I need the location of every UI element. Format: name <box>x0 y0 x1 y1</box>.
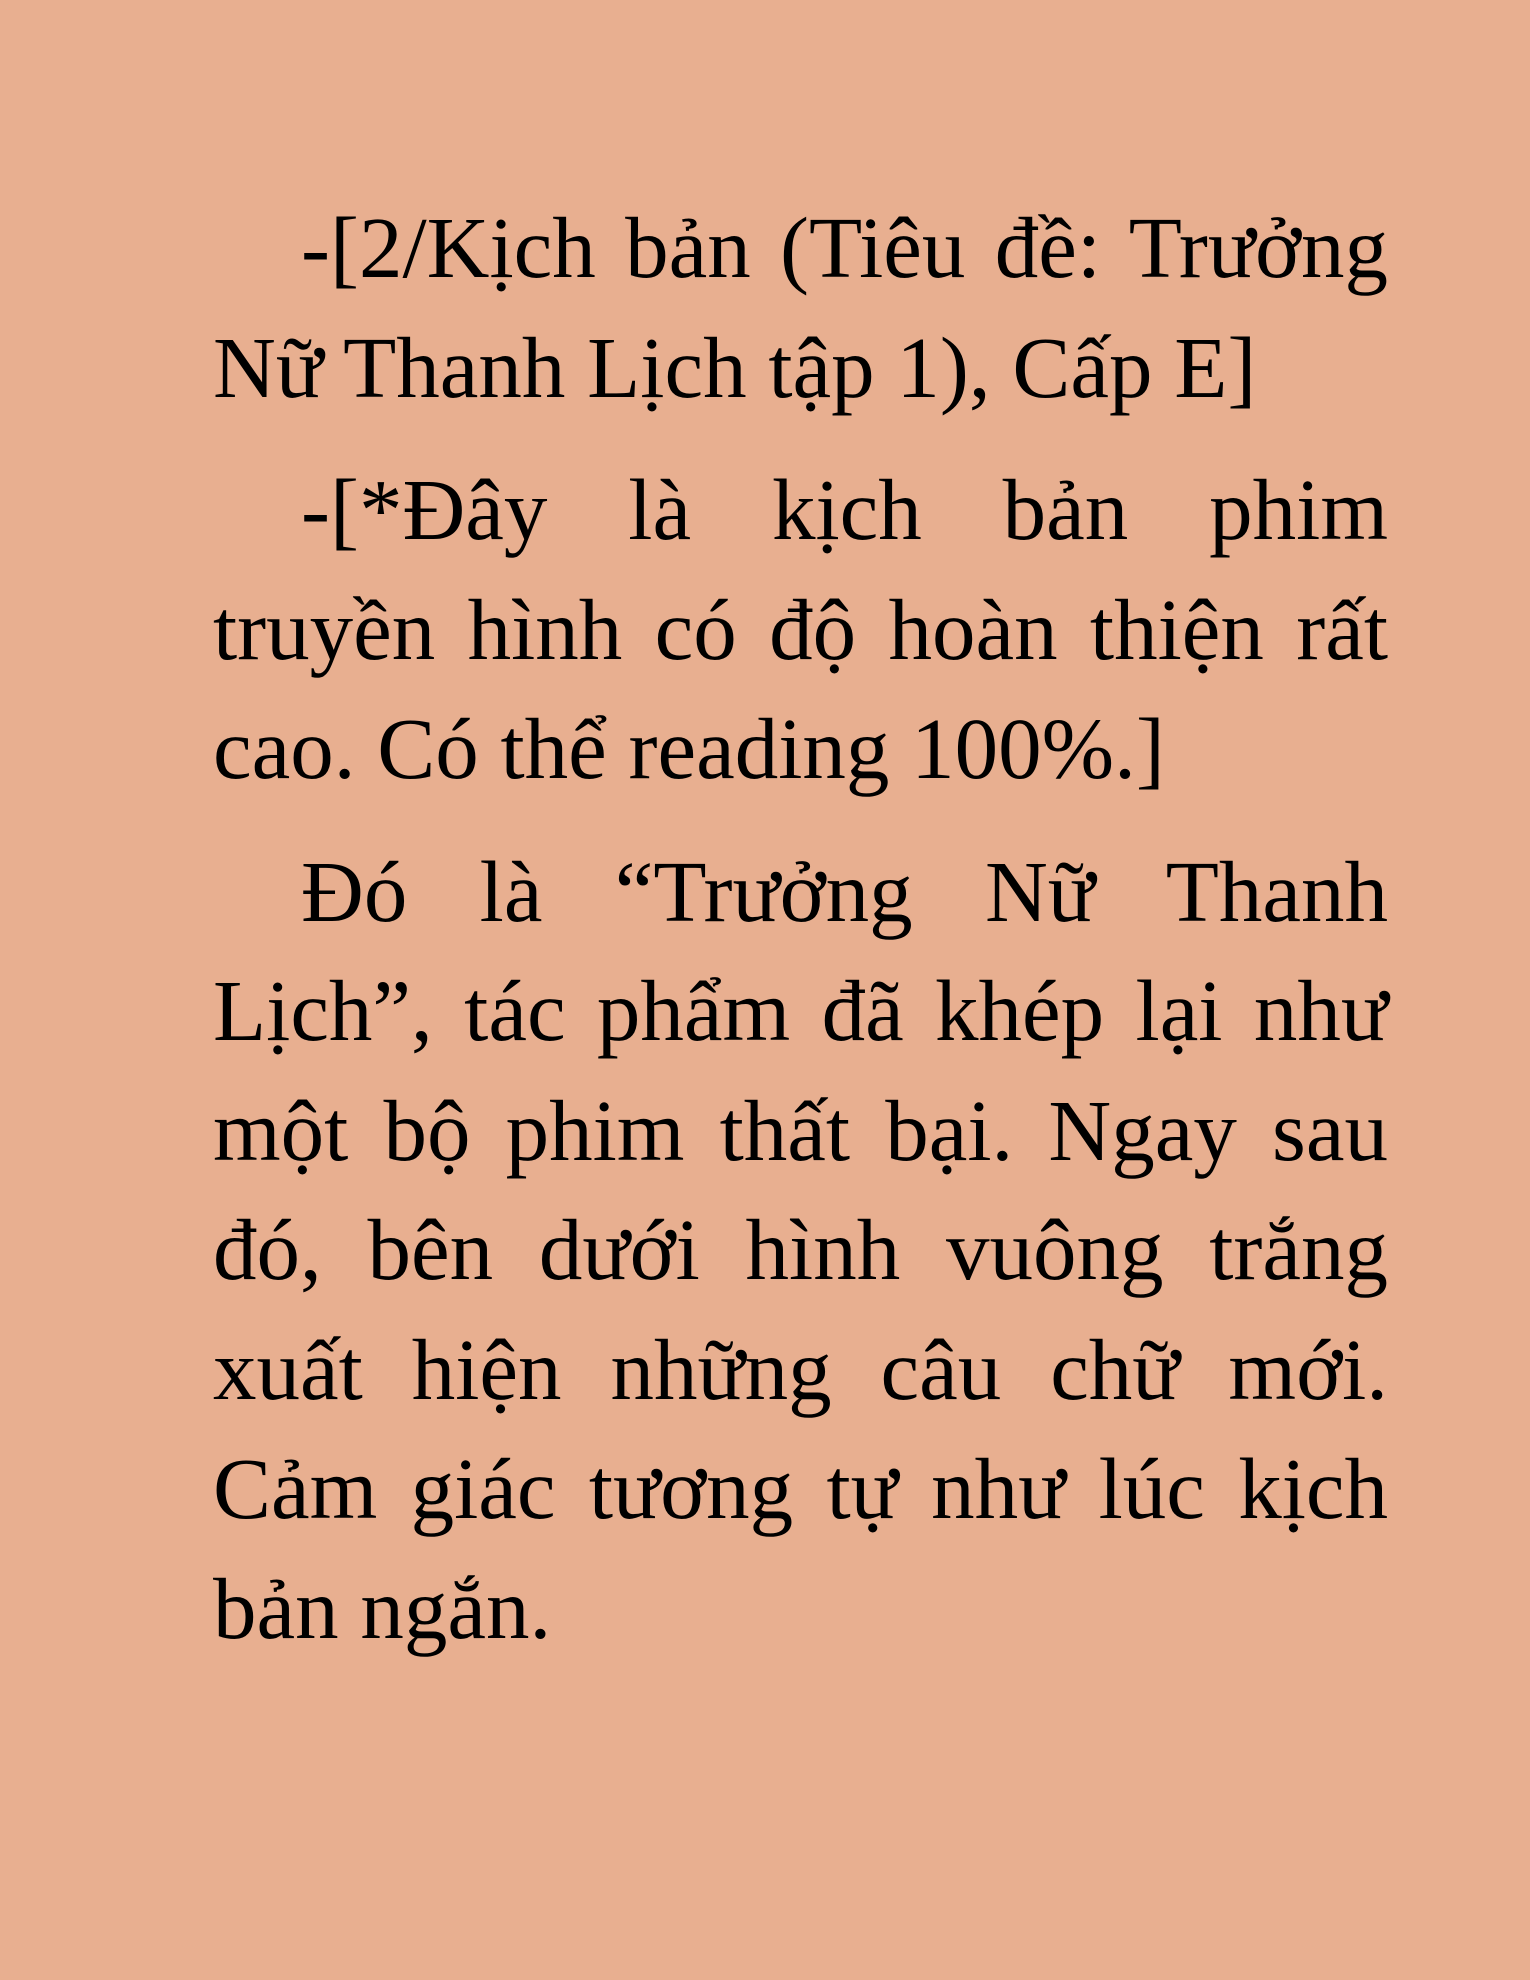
document-page <box>213 188 1388 1788</box>
paragraph-story-text: Đó là “Trưởng Nữ Thanh Lịch”, tác phẩm đã khép lại như một bộ phim thất bại. Ngay sau đó, bên dưới hình vuông trắng xuất hiện những câu chữ mới. Cảm giác tương tự như lúc kịch bản ngắn. <box>213 842 1388 1657</box>
paragraph-script-title: -[2/Kịch bản (Tiêu đề: Trưởng Nữ Thanh Lịch tập 1), Cấp E] <box>213 199 1388 416</box>
paragraph-script-note: -[*Đây là kịch bản phim truyền hình có độ hoàn thiện rất cao. Có thể reading 100%.] <box>213 461 1388 797</box>
